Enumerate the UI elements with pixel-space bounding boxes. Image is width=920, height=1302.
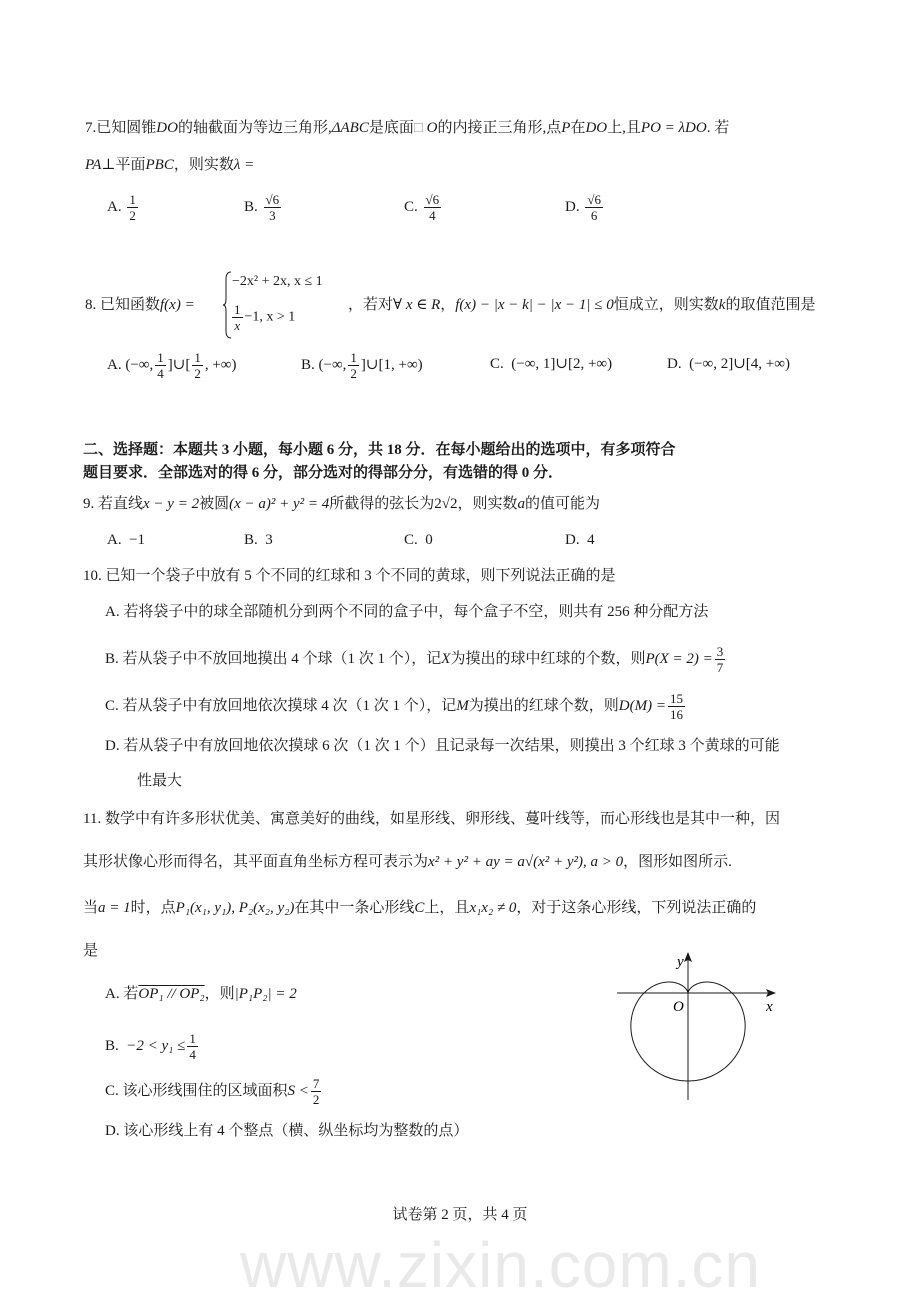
math: ΔABC: [331, 120, 369, 136]
text: 若直线: [98, 496, 144, 512]
option-label: B.: [244, 198, 258, 215]
text: (−∞,: [318, 356, 347, 373]
numerator: 1: [234, 302, 241, 317]
text: ⊥平面: [101, 157, 146, 173]
text: 所截得的弦长为: [329, 496, 435, 512]
denominator: 16: [670, 707, 683, 722]
math: S <: [287, 1082, 309, 1099]
text: 数学中有许多形状优美、寓意美好的曲线，如星形线、卵形线、蔓叶线等，而心形线也是其中一种，因: [104, 811, 780, 827]
math: 2√2: [434, 496, 458, 512]
option-label: C.: [490, 356, 504, 372]
math: DO: [585, 120, 608, 136]
option-label: C.: [404, 532, 418, 548]
text: 该心形线上有 4 个整点（横、纵坐标均为整数的点）: [123, 1123, 469, 1139]
math: OP₁ // OP₂: [138, 986, 205, 1002]
text: 为摸出的球中红球的个数，则: [450, 650, 646, 667]
option-label: B.: [301, 356, 315, 373]
math: P: [561, 120, 571, 136]
math: x₁x₂ ≠ 0: [469, 900, 517, 916]
text: 为摸出的红球个数，则: [468, 697, 619, 714]
text: 若从袋子中有放回地依次摸球 4 次（1 次 1 个），记: [122, 697, 457, 714]
text: 是底面: [368, 120, 414, 136]
text: 若从袋子中不放回地摸出 4 个球（1 次 1 个），记: [122, 650, 442, 667]
math: f(x) =: [160, 297, 195, 313]
section2-heading-line1: 二、选择题：本题共 3 小题，每小题 6 分，共 18 分．在每小题给出的选项中，有多项符合: [83, 442, 676, 458]
math: PA: [85, 157, 102, 173]
denominator: 2: [129, 208, 136, 223]
math: x ∈ R: [405, 297, 441, 313]
option-label: A.: [107, 198, 122, 215]
denominator: x: [234, 318, 241, 333]
text: 上,且: [607, 120, 641, 136]
numerator: 1: [157, 350, 164, 365]
text: ，若对∀: [348, 297, 403, 313]
text: ，则实数: [173, 157, 234, 173]
text: 已知一个袋子中放有 5 个不同的红球和 3 个不同的黄球，则下列说法正确的是: [105, 568, 616, 584]
text: 当: [83, 900, 99, 916]
numerator: 1: [194, 350, 201, 365]
option-label: A.: [107, 356, 122, 373]
text: 若: [123, 986, 139, 1002]
denominator: 2: [194, 366, 201, 381]
text: 已知圆锥: [96, 120, 157, 136]
option-label: D.: [667, 356, 682, 372]
math: k: [718, 297, 726, 313]
text: 0: [425, 532, 433, 548]
option-label: C.: [105, 697, 119, 714]
math: X: [441, 650, 451, 667]
text: 的取值范围是: [725, 297, 816, 313]
math: O: [426, 120, 438, 136]
math: D(M) =: [618, 697, 666, 714]
missing-glyph-box: □: [413, 120, 423, 136]
option-label: D.: [565, 198, 580, 215]
text: 上，且: [424, 900, 470, 916]
option-label: C.: [404, 198, 418, 215]
denominator: 4: [157, 366, 164, 381]
math: M: [456, 697, 469, 714]
denominator: 6: [590, 208, 598, 223]
text: ，: [440, 297, 456, 313]
text: ，图形如图所示.: [623, 854, 732, 870]
denominator: 7: [716, 660, 724, 675]
option-label: C.: [105, 1082, 119, 1099]
text: 该心形线围住的区域面积: [122, 1082, 288, 1099]
option-label: A.: [105, 986, 120, 1002]
text: (−∞, 2]∪[4, +∞): [689, 356, 790, 372]
numerator: 7: [312, 1076, 320, 1091]
option-label: D.: [565, 532, 580, 548]
text: 4: [587, 532, 595, 548]
numerator: √6: [425, 192, 440, 207]
text: 的内接正三角形,点: [437, 120, 562, 136]
math: PBC: [145, 157, 174, 173]
q10-option-d-cont: 性最大: [137, 773, 183, 789]
math: −2 < y₁ ≤: [126, 1037, 186, 1054]
numerator: √6: [265, 192, 280, 207]
math: λ =: [233, 157, 255, 173]
denominator: 4: [189, 1047, 196, 1062]
text: 已知函数: [100, 297, 161, 313]
numerator: 15: [670, 691, 683, 706]
q11-stem-line4: 是: [83, 943, 99, 959]
text: 的轴截面为等边三角形,: [177, 120, 332, 136]
origin-label: O: [673, 999, 684, 1015]
denominator: 2: [350, 366, 357, 381]
text: 其形状像心形而得名，其平面直角坐标方程可表示为: [83, 854, 429, 870]
watermark: www.zixin.com.cn: [240, 1229, 761, 1301]
y-axis-label: y: [677, 954, 684, 970]
math: PO = λDO: [640, 120, 707, 136]
math: a = 1: [98, 900, 131, 916]
q9-number: 9.: [83, 496, 95, 512]
q8-number: 8.: [85, 297, 97, 313]
option-label: B.: [244, 532, 258, 548]
q7-number: 7.: [85, 120, 97, 136]
text: ，对于这条心形线，下列说法正确的: [516, 900, 757, 916]
text: 在其中一条心形线: [294, 900, 415, 916]
text: ，则: [204, 986, 235, 1002]
page-footer: 试卷第 2 页，共 4 页: [392, 1207, 528, 1223]
math: f(x) − |x − k| − |x − 1| ≤ 0: [455, 297, 614, 313]
text: 时，点: [130, 900, 176, 916]
q10-number: 10.: [83, 568, 102, 584]
numerator: √6: [587, 192, 601, 207]
text: 在: [570, 120, 586, 136]
text: 被圆: [199, 496, 230, 512]
option-label: D.: [105, 1123, 120, 1139]
math: P(X = 2) =: [645, 650, 713, 667]
numerator: 3: [716, 644, 724, 659]
denominator: 2: [312, 1092, 320, 1107]
x-axis-label: x: [766, 999, 773, 1015]
q11-number: 11.: [83, 811, 102, 827]
math: |P₁P₂| = 2: [234, 986, 297, 1002]
text: 若将袋子中的球全部随机分到两个不同的盒子中，每个盒子不空，则共有 256 种分配方法: [123, 604, 709, 620]
text: −1, x > 1: [244, 309, 296, 325]
math: (x − a)² + y² = 4: [229, 496, 330, 512]
text: 的值可能为: [525, 496, 601, 512]
text: . 若: [706, 120, 730, 136]
text: 若从袋子中有放回地依次摸球 6 次（1 次 1 个）且记录每一次结果，则摸出 3 个红球 3 个黄球的可能: [123, 738, 780, 754]
numerator: 1: [189, 1031, 196, 1046]
option-label: B.: [105, 1037, 119, 1054]
denominator: 4: [429, 208, 436, 223]
denominator: 3: [269, 208, 276, 223]
math: a: [517, 496, 526, 512]
q8-case1: −2x² + 2x, x ≤ 1: [232, 274, 323, 289]
text: , +∞): [204, 356, 237, 373]
math: DO: [156, 120, 178, 136]
option-label: A.: [107, 532, 122, 548]
option-label: D.: [105, 738, 120, 754]
text: 3: [265, 532, 273, 548]
text: (−∞,: [125, 356, 154, 373]
numerator: 1: [129, 192, 136, 207]
text: (−∞, 1]∪[2, +∞): [511, 356, 613, 372]
text: 恒成立，则实数: [613, 297, 719, 313]
math: C: [414, 900, 425, 916]
text: ，则实数: [457, 496, 518, 512]
text: ]∪[: [167, 356, 191, 373]
math: x − y = 2: [143, 496, 200, 512]
numerator: 1: [350, 350, 357, 365]
option-label: B.: [105, 650, 119, 667]
text: ]∪[1, +∞): [360, 356, 423, 373]
text: −1: [129, 532, 146, 548]
math: P₁(x₁, y₁), P₂(x₂, y₂): [175, 900, 295, 916]
math: x² + y² + ay = a√(x² + y²), a > 0: [428, 854, 624, 870]
option-label: A.: [105, 604, 120, 620]
section2-heading-line2: 题目要求．全部选对的得 6 分，部分选对的得部分分，有选错的得 0 分．: [83, 465, 564, 481]
